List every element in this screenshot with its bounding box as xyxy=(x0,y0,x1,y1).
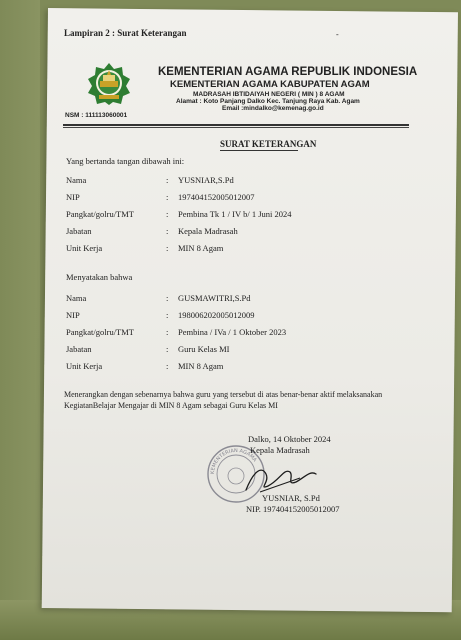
field-value: GUSMAWITRI,S.Pd xyxy=(178,293,251,303)
field-value: Pembina Tk 1 / IV b/ 1 Juni 2024 xyxy=(178,209,292,219)
statement-text: Menyatakan bahwa xyxy=(66,272,133,282)
header-rule-thin xyxy=(63,127,409,128)
field-label: Pangkat/golru/TMT xyxy=(66,209,134,219)
field-label: Jabatan xyxy=(66,344,92,354)
field-label: Nama xyxy=(66,293,87,303)
title-underline xyxy=(220,150,298,151)
field-separator: : xyxy=(166,344,169,354)
ministry-logo-icon xyxy=(87,62,131,106)
stamp-text: KEMENTERIAN AGAMA xyxy=(209,447,258,475)
field-value: 198006202005012009 xyxy=(178,310,255,320)
header-email: Email :mindalko@kemenag.go.id xyxy=(222,105,324,112)
header-rule xyxy=(63,124,409,126)
signature-nip: NIP. 197404152005012007 xyxy=(246,504,340,514)
signature-role: Kepala Madrasah xyxy=(250,445,310,455)
closing-paragraph: Menerangkan dengan sebenarnya bahwa guru yang tersebut di atas benar-benar aktif melaksanakan KegiatanBelajar Mengajar di MIN 8 Agam sebagai Guru Kelas MI xyxy=(64,390,383,410)
field-value: 197404152005012007 xyxy=(178,192,255,202)
field-value: Guru Kelas MI xyxy=(178,344,230,354)
field-label: NIP xyxy=(66,310,80,320)
field-label: Nama xyxy=(66,175,87,185)
field-separator: : xyxy=(166,243,169,253)
field-label: Unit Kerja xyxy=(66,243,103,253)
header-address: Alamat : Koto Panjang Dalko Kec. Tanjung Raya Kab. Agam xyxy=(176,98,360,105)
field-label: Unit Kerja xyxy=(66,361,103,371)
field-separator: : xyxy=(166,192,169,202)
field-separator: : xyxy=(166,293,169,303)
field-label: NIP xyxy=(66,192,80,202)
letter-title: SURAT KETERANGAN xyxy=(220,139,317,149)
field-value: YUSNIAR,S.Pd xyxy=(178,175,234,185)
field-value: MIN 8 Agam xyxy=(178,361,224,371)
field-value: MIN 8 Agam xyxy=(178,243,224,253)
field-separator: : xyxy=(166,209,169,219)
intro-text: Yang bertanda tangan dibawah ini: xyxy=(66,156,185,166)
pen-mark: - xyxy=(336,30,339,39)
signature-place-date: Dalko, 14 Oktober 2024 xyxy=(248,434,331,444)
field-label: Pangkat/golru/TMT xyxy=(66,327,134,337)
attachment-label: Lampiran 2 : Surat Keterangan xyxy=(64,28,187,38)
field-label: Jabatan xyxy=(66,226,92,236)
header-ministry: KEMENTERIAN AGAMA REPUBLIK INDONESIA xyxy=(158,66,418,78)
header-office: KEMENTERIAN AGAMA KABUPATEN AGAM xyxy=(170,79,370,90)
field-separator: : xyxy=(166,361,169,371)
signature-name: YUSNIAR, S.Pd xyxy=(262,493,320,503)
field-separator: : xyxy=(166,226,169,236)
field-value: Pembina / IVa / 1 Oktober 2023 xyxy=(178,327,287,337)
field-separator: : xyxy=(166,175,169,185)
header-school: MADRASAH IBTIDAIYAH NEGERI ( MIN ) 8 AGAM xyxy=(193,91,345,98)
header-nsm: NSM : 111113060001 xyxy=(65,112,128,119)
field-value: Kepala Madrasah xyxy=(178,226,238,236)
field-separator: : xyxy=(166,327,169,337)
field-separator: : xyxy=(166,310,169,320)
